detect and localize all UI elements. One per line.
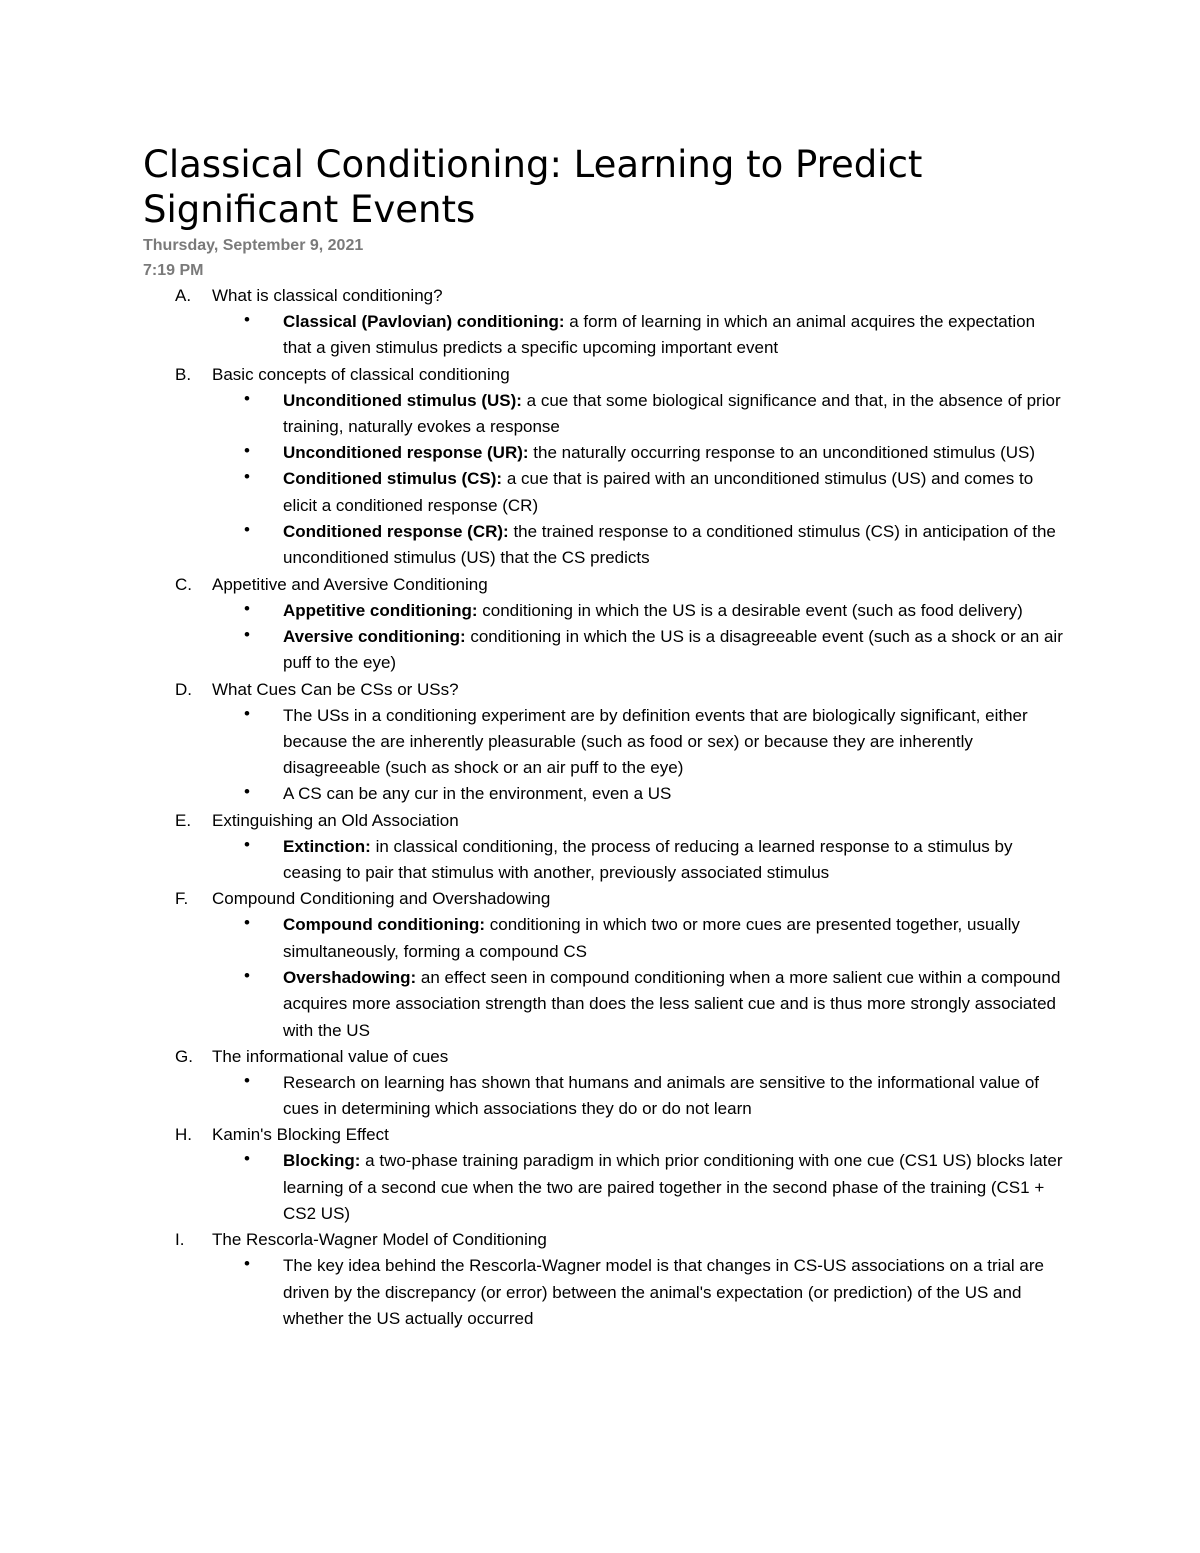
section-heading <box>0 886 1200 912</box>
bullet-text: a form of learning in which an animal acquires the expectation that a given stimulus predicts a specific upcoming important event <box>283 312 1036 358</box>
bullet-term: Conditioned response (CR): <box>283 522 509 542</box>
section-title: What Cues Can be CSs or USs? <box>212 679 459 699</box>
section-heading <box>0 362 1200 388</box>
bullet-term: Extinction: <box>283 836 371 856</box>
section-title: Kamin's Blocking Effect <box>212 1125 389 1145</box>
section-title: Appetitive and Aversive Conditioning <box>212 574 488 594</box>
bullet-dot-icon: • <box>244 520 250 540</box>
bullet-text: the trained response to a conditioned stimulus (CS) in anticipation of the unconditioned stimulus (US) that the CS predicts <box>283 522 1056 568</box>
section-letter: B. <box>175 364 192 384</box>
section-heading <box>0 677 1200 703</box>
section-letter: F. <box>175 889 189 909</box>
bullet-text: A CS can be any cur in the environment, even a US <box>283 784 672 804</box>
bullet-term: Aversive conditioning: <box>283 626 466 646</box>
bullet-dot-icon: • <box>244 1070 250 1090</box>
section-title: Extinguishing an Old Association <box>212 810 459 830</box>
bullet-item <box>0 834 1063 887</box>
bullet-item <box>0 388 1063 441</box>
note-time: 7:19 PM <box>143 262 204 279</box>
outline-section <box>0 677 1200 808</box>
bullet-text: The USs in a conditioning experiment are by definition events that are biologically significant, either because the are inherently pleasurable (such as food or sex) or because they are inherently disagreeable (such as shock or an air puff to the eye) <box>283 705 1028 778</box>
bullet-dot-icon: • <box>244 388 250 408</box>
bullet-dot-icon: • <box>244 782 250 802</box>
outline-section <box>0 808 1200 887</box>
section-letter: C. <box>175 574 192 594</box>
page-title: Classical Conditioning: Learning to Predict Significant Events <box>143 143 923 231</box>
bullet-term: Unconditioned response (UR): <box>283 443 529 463</box>
bullet-item <box>0 466 1063 519</box>
outline-section <box>0 283 1200 362</box>
outline-list <box>0 283 1200 1332</box>
section-title: Basic concepts of classical conditioning <box>212 364 510 384</box>
section-letter: D. <box>175 679 192 699</box>
bullet-dot-icon: • <box>244 598 250 618</box>
bullet-item <box>0 519 1063 572</box>
bullet-dot-icon: • <box>244 834 250 854</box>
bullet-term: Appetitive conditioning: <box>283 600 478 620</box>
bullet-dot-icon: • <box>244 441 250 461</box>
bullet-item <box>0 309 1063 362</box>
bullet-term: Blocking: <box>283 1151 361 1171</box>
bullet-text: the naturally occurring response to an unconditioned stimulus (US) <box>528 443 1036 463</box>
bullet-text: conditioning in which the US is a disagreeable event (such as a shock or an air puff to the eye) <box>283 626 1063 673</box>
outline-section <box>0 1227 1200 1332</box>
section-title: Compound Conditioning and Overshadowing <box>212 889 551 909</box>
section-heading <box>0 283 1200 309</box>
bullet-dot-icon: • <box>244 310 250 329</box>
bullet-dot-icon: • <box>244 624 250 644</box>
bullet-text: Research on learning has shown that humans and animals are sensitive to the informational value of cues in determining which associations they do or do not learn <box>283 1072 1039 1119</box>
bullet-text: a cue that some biological significance and that, in the absence of prior training, naturally evokes a response <box>283 390 1061 436</box>
bullet-item <box>0 624 1063 677</box>
outline-section <box>0 572 1200 677</box>
bullet-dot-icon: • <box>244 913 250 933</box>
outline-section <box>0 1044 1200 1123</box>
bullet-dot-icon: • <box>244 965 250 985</box>
bullet-term: Overshadowing: <box>283 967 417 987</box>
note-date: Thursday, September 9, 2021 <box>143 237 364 254</box>
bullet-item <box>0 598 1063 624</box>
section-title: The Rescorla-Wagner Model of Conditioning <box>212 1230 547 1250</box>
bullet-text: an effect seen in compound conditioning when a more salient cue within a compound acquires more association strength than does the less salient cue and is thus more strongly associated with the US <box>283 967 1061 1040</box>
section-letter: A. <box>175 286 192 305</box>
section-letter: H. <box>175 1125 192 1145</box>
bullet-item <box>0 1148 1063 1227</box>
outline-section <box>0 886 1200 1043</box>
outline-section <box>0 362 1200 572</box>
bullet-term: Conditioned stimulus (CS): <box>283 469 503 489</box>
bullet-item <box>0 1253 1063 1332</box>
bullet-dot-icon: • <box>244 1254 250 1274</box>
section-letter: E. <box>175 810 192 830</box>
section-letter: G. <box>175 1046 193 1066</box>
bullet-dot-icon: • <box>244 467 250 487</box>
bullet-item <box>0 1070 1063 1123</box>
section-heading <box>0 1227 1200 1253</box>
bullet-text: The key idea behind the Rescorla-Wagner model is that changes in CS-US associations on a trial are driven by the discrepancy (or error) between the animal's expectation (or prediction) of the US and whether the US actually occurred <box>283 1256 1044 1328</box>
section-heading <box>0 572 1200 598</box>
section-title: What is classical conditioning? <box>212 286 443 305</box>
bullet-text: conditioning in which the US is a desirable event (such as food delivery) <box>477 600 1023 620</box>
section-title: The informational value of cues <box>212 1046 449 1066</box>
section-heading <box>0 808 1200 834</box>
bullet-item <box>0 703 1063 782</box>
bullet-text: a cue that is paired with an unconditioned stimulus (US) and comes to elicit a conditioned response (CR) <box>283 469 1034 515</box>
bullet-text: a two-phase training paradigm in which prior conditioning with one cue (CS1 US) blocks later learning of a second cue when the two are paired together in the second phase of the training (CS1 + CS2 US) <box>283 1151 1063 1224</box>
bullet-item <box>0 912 1063 965</box>
outline-section <box>0 1122 1200 1227</box>
section-heading <box>0 1122 1200 1148</box>
bullet-dot-icon: • <box>244 1149 250 1169</box>
bullet-item <box>0 965 1063 1044</box>
bullet-term: Unconditioned stimulus (US): <box>283 390 522 410</box>
bullet-text: in classical conditioning, the process of reducing a learned response to a stimulus by ceasing to pair that stimulus with another, previously associated stimulus <box>283 836 1013 883</box>
section-letter: I. <box>175 1230 185 1250</box>
bullet-term: Classical (Pavlovian) conditioning: <box>283 312 565 331</box>
bullet-text: conditioning in which two or more cues are presented together, usually simultaneously, forming a compound CS <box>283 915 1020 961</box>
bullet-term: Compound conditioning: <box>283 915 486 935</box>
bullet-item <box>0 781 1063 807</box>
bullet-dot-icon: • <box>244 703 250 723</box>
bullet-item <box>0 440 1063 466</box>
section-heading <box>0 1044 1200 1070</box>
